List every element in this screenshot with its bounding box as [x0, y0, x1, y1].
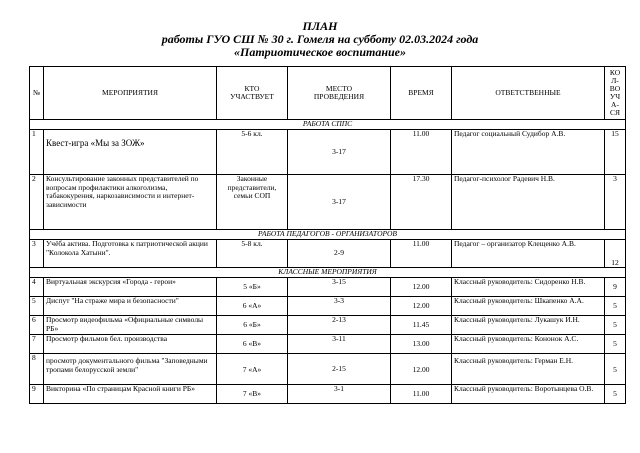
header-row: [30, 67, 626, 120]
count-cell: 9: [605, 278, 626, 297]
event-cell: Просмотр фильмов бел. производства: [44, 335, 217, 354]
location-cell: 3-17: [288, 130, 391, 175]
row-number: 9: [30, 385, 44, 404]
responsible-cell: Педагог социальный Судибор А.В.: [452, 130, 605, 175]
responsible-cell: Классный руководитель: Шкапенко А.А.: [452, 297, 605, 316]
location-cell: 3-11: [288, 335, 391, 354]
time-cell: 13.00: [391, 335, 452, 354]
row-number: 7: [30, 335, 44, 354]
table-row: [30, 335, 626, 354]
title-line-3: «Патриотическое воспитание»: [234, 45, 406, 59]
count-cell: 5: [605, 335, 626, 354]
responsible-cell: Классный руководитель: Герман Е.Н.: [452, 354, 605, 385]
participants-cell: Законные представители, семьи СОП: [217, 175, 288, 230]
participants-cell: 5-8 кл.: [217, 240, 288, 268]
event-cell: Квест-игра «Мы за ЗОЖ»: [44, 130, 217, 175]
document-title: [0, 0, 640, 59]
time-cell: 11.45: [391, 316, 452, 335]
header-who: КТО УЧАСТВУЕТ: [217, 67, 288, 120]
responsible-cell: Педагог-психолог Радевич Н.В.: [452, 175, 605, 230]
responsible-cell: Классный руководитель: Лукашук И.Н.: [452, 316, 605, 335]
event-cell: просмотр документального фильма "Заповедными тропами белорусской земли": [44, 354, 217, 385]
time-cell: 11.00: [391, 385, 452, 404]
section-row: [30, 230, 626, 240]
section-row: [30, 120, 626, 130]
table-row: [30, 297, 626, 316]
count-cell: 5: [605, 297, 626, 316]
row-number: 4: [30, 278, 44, 297]
plan-table: [29, 66, 626, 404]
title-line-1: ПЛАН: [302, 19, 338, 33]
header-events: МЕРОПРИЯТИЯ: [44, 67, 217, 120]
time-cell: 11.00: [391, 240, 452, 268]
responsible-cell: Классный руководитель: Сидоренко Н.В.: [452, 278, 605, 297]
table-row: [30, 385, 626, 404]
header-responsible: ОТВЕТСТВЕННЫЕ: [452, 67, 605, 120]
row-number: 1: [30, 130, 44, 175]
responsible-cell: Классный руководитель: Кононок А.С.: [452, 335, 605, 354]
location-cell: 2-15: [288, 354, 391, 385]
time-cell: 17.30: [391, 175, 452, 230]
responsible-cell: Классный руководитель: Воротынцева О.В.: [452, 385, 605, 404]
location-cell: 2-13: [288, 316, 391, 335]
participants-cell: 5 «Б»: [217, 278, 288, 297]
header-place: МЕСТО ПРОВЕДЕНИЯ: [288, 67, 391, 120]
event-cell: Виртуальная экскурсия «Города - герои»: [44, 278, 217, 297]
participants-cell: 7 «А»: [217, 354, 288, 385]
count-cell: 3: [605, 175, 626, 230]
plan-body: [30, 120, 626, 404]
count-cell: 5: [605, 354, 626, 385]
participants-cell: 5-6 кл.: [217, 130, 288, 175]
table-row: [30, 278, 626, 297]
table-row: [30, 130, 626, 175]
count-cell: 5: [605, 385, 626, 404]
participants-cell: 7 «В»: [217, 385, 288, 404]
row-number: 3: [30, 240, 44, 268]
location-cell: 2-9: [288, 240, 391, 268]
event-cell: Викторина «По страницам Красной книги РБ»: [44, 385, 217, 404]
row-number: 5: [30, 297, 44, 316]
count-cell: 5: [605, 316, 626, 335]
location-cell: 3-3: [288, 297, 391, 316]
time-cell: 12.00: [391, 297, 452, 316]
row-number: 6: [30, 316, 44, 335]
section-title: РАБОТА СППС: [30, 120, 626, 130]
event-cell: Просмотр видеофильма «Официальные символы РБ»: [44, 316, 217, 335]
responsible-cell: Педагог – организатор Клещенко А.В.: [452, 240, 605, 268]
time-cell: 12.00: [391, 354, 452, 385]
table-row: [30, 175, 626, 230]
header-count: КО Л- ВО УЧ А- СЯ: [605, 67, 626, 120]
section-title: КЛАССНЫЕ МЕРОПРИЯТИЯ: [30, 268, 626, 278]
location-cell: 3-1: [288, 385, 391, 404]
time-cell: 11.00: [391, 130, 452, 175]
time-cell: 12.00: [391, 278, 452, 297]
header-time: ВРЕМЯ: [391, 67, 452, 120]
title-line-2: работы ГУО СШ № 30 г. Гомеля на субботу 02.03.2024 года: [161, 32, 479, 46]
section-title: РАБОТА ПЕДАГОГОВ - ОРГАНИЗАТОРОВ: [30, 230, 626, 240]
location-cell: 3-17: [288, 175, 391, 230]
event-cell: Консультирование законных представителей по вопросам профилактики алкоголизма, табакокурения, наркозависимости и интернет-зависимости: [44, 175, 217, 230]
location-cell: 3-15: [288, 278, 391, 297]
table-row: [30, 316, 626, 335]
participants-cell: 6 «В»: [217, 335, 288, 354]
event-cell: Учёба актива. Подготовка к патриотической акции "Колокола Хатыни".: [44, 240, 217, 268]
header-num: №: [30, 67, 44, 120]
section-row: [30, 268, 626, 278]
row-number: 2: [30, 175, 44, 230]
participants-cell: 6 «Б»: [217, 316, 288, 335]
count-cell: 15: [605, 130, 626, 175]
table-row: [30, 354, 626, 385]
participants-cell: 6 «А»: [217, 297, 288, 316]
row-number: 8: [30, 354, 44, 385]
count-cell: 12: [605, 240, 626, 268]
event-cell: Диспут "На страже мира и безопасности": [44, 297, 217, 316]
table-row: [30, 240, 626, 268]
